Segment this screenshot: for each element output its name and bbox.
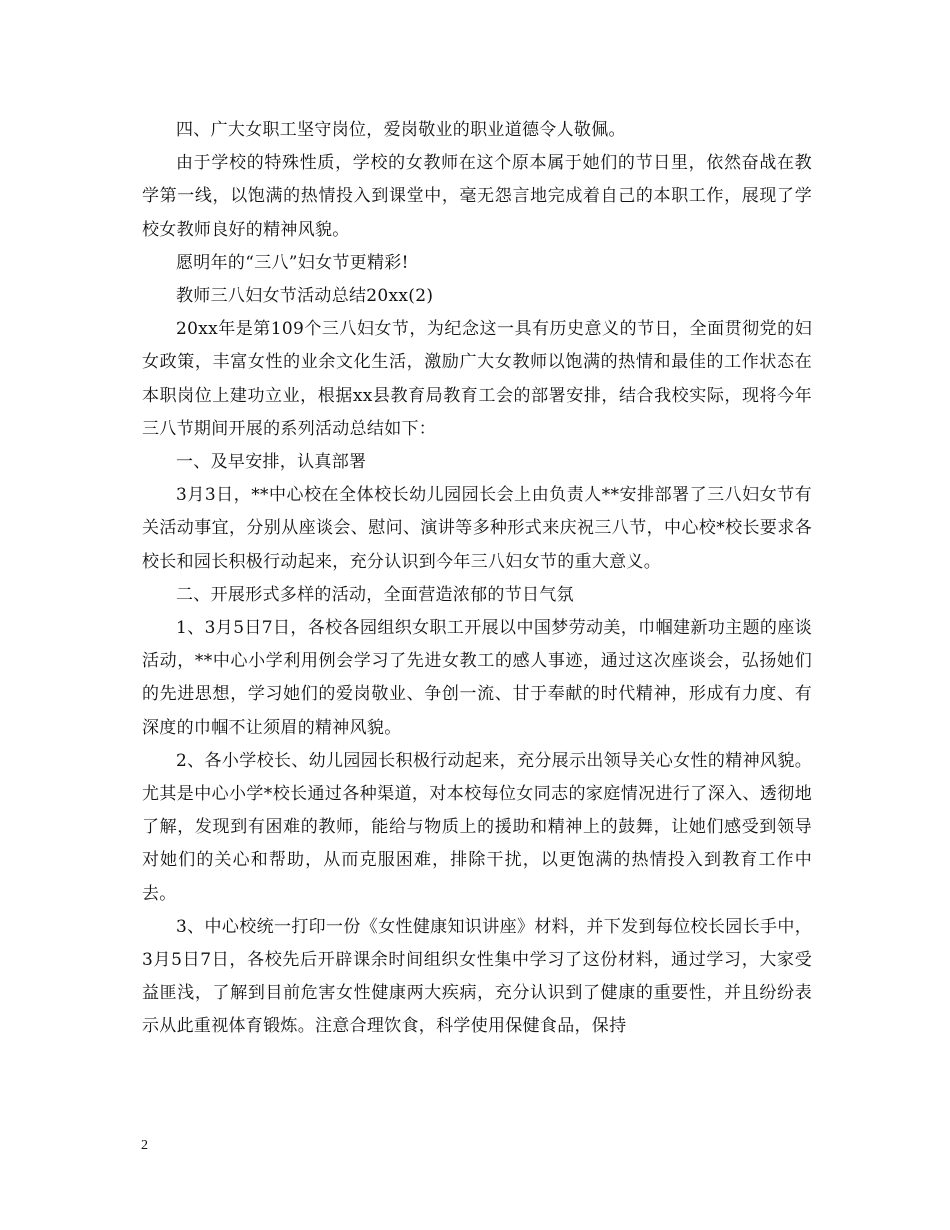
- document-body: [142, 114, 812, 1044]
- section-heading-4: 四、广大女职工坚守岗位，爱岗敬业的职业道德令人敬佩。: [176, 120, 626, 140]
- paragraph: 愿明年的“三八”妇女节更精彩!: [176, 252, 409, 273]
- paragraph: 20xx年是第109个三八妇女节，为纪念这一具有历史意义的节日，全面贯彻党的妇女政策，丰富女性的业余文化生活，激励广大女教师以饱满的热情和最佳的工作状态在本职岗位上建功立业，根据xx县教育局教育工会的部署安排，结合我校实际，现将今年三八节期间开展的系列活动总结如下：: [142, 319, 812, 439]
- section-heading-1: 一、及早安排，认真部署: [176, 452, 367, 473]
- page-number: 2: [141, 1138, 148, 1153]
- paragraph: 2、各小学校长、幼儿园园长积极行动起来，充分展示出领导关心女性的精神风貌。尤其是中心小学*校长通过各种渠道，对本校每位女同志的家庭情况进行了深入、透彻地了解，发现到有困难的教师，能给与物质上的援助和精神上的鼓舞，让她们感受到领导对她们的关心和帮助，从而克服困难，排除干扰，以更饱满的热情投入到教育工作中去。: [142, 750, 812, 904]
- paragraph: 由于学校的特殊性质，学校的女教师在这个原本属于她们的节日里，依然奋战在教学第一线，以饱满的热情投入到课堂中，毫无怨言地完成着自己的本职工作，展现了学校女教师良好的精神风貌。: [142, 153, 812, 240]
- section-heading-2: 二、开展形式多样的活动，全面营造浓郁的节日气氛: [176, 584, 574, 605]
- document-subtitle: 教师三八妇女节活动总结20xx(2): [176, 286, 434, 307]
- paragraph: 1、3月5日7日，各校各园组织女职工开展以中国梦劳动美，巾帼建新功主题的座谈活动，**中心小学利用例会学习了先进女教工的感人事迹，通过这次座谈会，弘扬她们的先进思想，学习她们的爱岗敬业、争创一流、甘于奉献的时代精神，形成有力度、有深度的巾帼不让须眉的精神风貌。: [142, 618, 812, 738]
- paragraph: 3月3日，**中心校在全体校长幼儿园园长会上由负责人**安排部署了三八妇女节有关活动事宜，分别从座谈会、慰问、演讲等多种形式来庆祝三八节，中心校*校长要求各校长和园长积极行动起来，充分认识到今年三八妇女节的重大意义。: [142, 485, 812, 572]
- paragraph: 3、中心校统一打印一份《女性健康知识讲座》材料，并下发到每位校长园长手中，3月5日7日，各校先后开辟课余时间组织女性集中学习了这份材料，通过学习，大家受益匪浅，了解到目前危害女性健康两大疾病，充分认识到了健康的重要性，并且纷纷表示从此重视体育锻炼。注意合理饮食，科学使用保健食品，保持: [142, 916, 812, 1037]
